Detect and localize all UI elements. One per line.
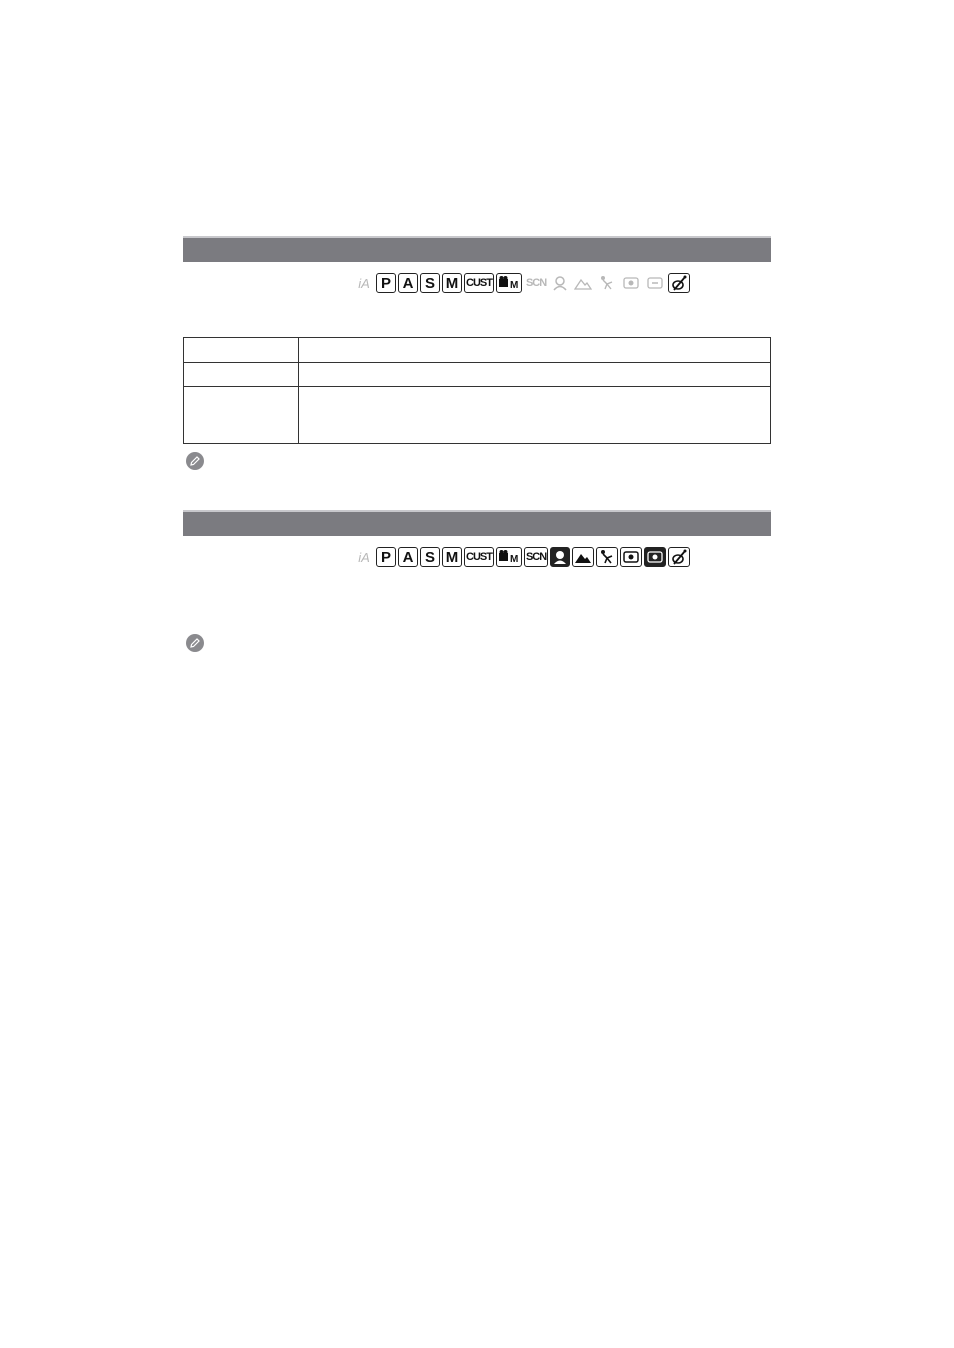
- table-cell: [299, 338, 771, 363]
- mode-m-icon: M: [442, 273, 462, 293]
- sports-scene-icon: [596, 547, 618, 567]
- portrait-scene-icon: [550, 547, 570, 567]
- table-cell: [299, 387, 771, 444]
- section-header-bar-2: [183, 510, 771, 536]
- table-row: [184, 387, 771, 444]
- mode-a-icon: A: [398, 273, 418, 293]
- svg-text:M: M: [509, 280, 519, 291]
- table-row: [184, 363, 771, 387]
- creative-control-icon: [668, 273, 690, 293]
- mode-m-icon: M: [442, 547, 462, 567]
- mode-cust-icon: CUST: [464, 273, 494, 293]
- mode-scn-icon: SCN: [524, 547, 548, 567]
- mode-p-icon: P: [376, 273, 396, 293]
- mode-a-icon: A: [398, 547, 418, 567]
- mode-movie-m-icon: [496, 273, 522, 293]
- scenery-scene-icon: [572, 547, 594, 567]
- sports-scene-icon: [596, 273, 618, 293]
- settings-table: [183, 337, 771, 444]
- mode-ia-icon: iA: [358, 549, 370, 565]
- table-cell: [299, 363, 771, 387]
- table-cell: [184, 387, 299, 444]
- night-portrait-scene-icon: [620, 547, 642, 567]
- mode-s-icon: S: [420, 273, 440, 293]
- creative-control-icon: [668, 547, 690, 567]
- table-row: [184, 338, 771, 363]
- mode-ia-icon: iA: [358, 275, 370, 291]
- mode-cust-icon: CUST: [464, 547, 494, 567]
- mode-scn-icon: SCN: [525, 276, 547, 289]
- close-up-scene-icon: [644, 273, 666, 293]
- table-cell: [184, 363, 299, 387]
- recording-mode-icons-1: [354, 273, 690, 293]
- pencil-note-icon: [186, 452, 204, 470]
- section-header-bar-1: [183, 236, 771, 262]
- close-up-scene-icon: [644, 547, 666, 567]
- mode-movie-m-icon: [496, 547, 522, 567]
- pencil-note-icon: [186, 634, 204, 652]
- mode-s-icon: S: [420, 547, 440, 567]
- recording-mode-icons-2: [354, 547, 690, 567]
- table-cell: [184, 338, 299, 363]
- svg-text:M: M: [509, 554, 519, 565]
- portrait-scene-icon: [550, 273, 570, 293]
- mode-p-icon: P: [376, 547, 396, 567]
- night-portrait-scene-icon: [620, 273, 642, 293]
- scenery-scene-icon: [572, 273, 594, 293]
